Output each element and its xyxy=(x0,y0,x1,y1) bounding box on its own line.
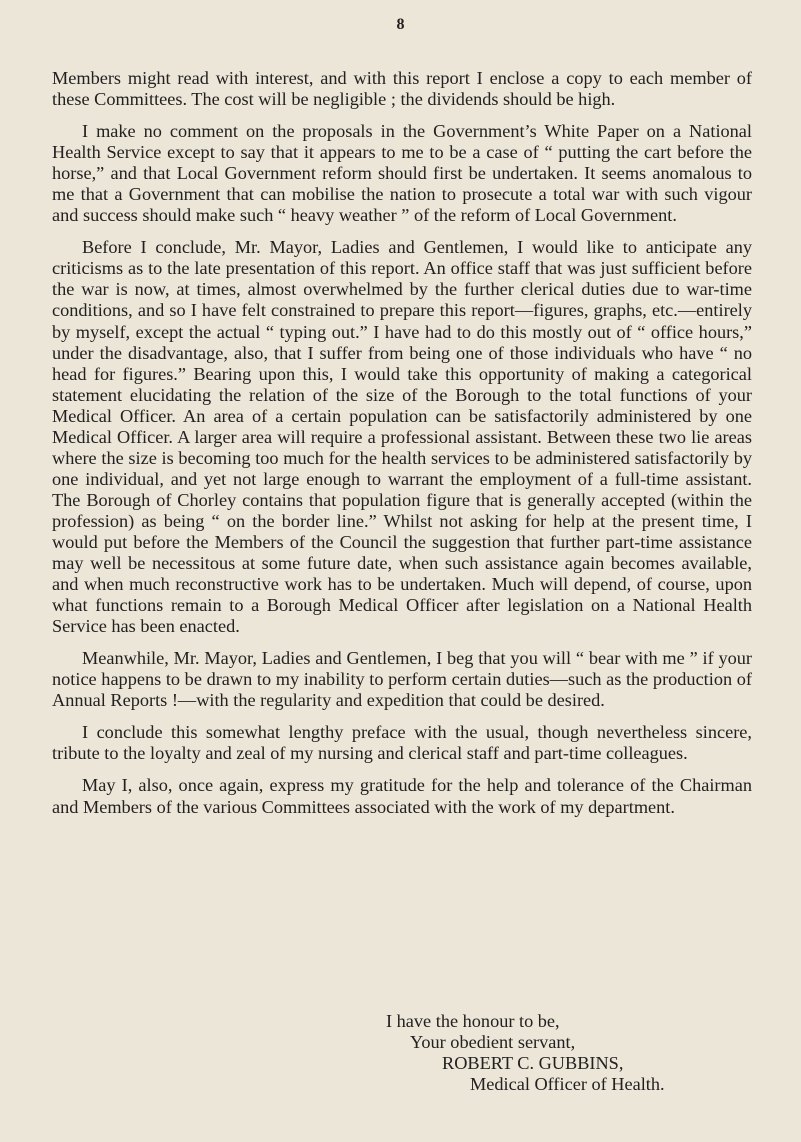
paragraph-late-presentation: Before I conclude, Mr. Mayor, Ladies and Gentlemen, I would like to anticipate any criticisms as to the late presentation of this report. An office staff that was just sufficient before the war is now, at times, almost overwhelmed by the further clerical duties due to war-time conditions, and so I have felt constrained to prepare this report—figures, graphs, etc.—entirely by myself, except the actual “ typing out.” I have had to do this mostly out of “ office hours,” under the disadvantage, also, that I suffer from being one of those individuals who have “ no head for figures.” Bearing upon this, I would take this opportunity of making a categorical statement elucidating the relation of the size of the Borough to the total functions of your Medical Officer. An area of a certain population can be satisfactorily administered by one Medical Officer. A larger area will require a professional assistant. Between these two lie areas where the size is becoming too much for the health services to be administered satisfactorily by one individual, and yet not large enough to warrant the employment of a full-time assistant. The Borough of Chorley contains that population figure that is generally accepted (within the profession) as being “ on the border line.” Whilst not asking for help at the present time, I would put before the Members of the Council the suggestion that further part-time assistance may well be necessitous at some future date, when such assistance again becomes available, and when much reconstructive work has to be undertaken. Much will depend, of course, upon what functions remain to a Borough Medical Officer after legislation on a National Health Service has been enacted. xyxy=(52,237,752,637)
paragraph-committees-copy: Members might read with interest, and with this report I enclose a copy to each member of these Committees. The cost will be negligible ; the dividends should be high. xyxy=(52,68,752,110)
paragraph-gratitude: May I, also, once again, express my gratitude for the help and tolerance of the Chairman and Members of the various Committees associated with the work of my department. xyxy=(52,775,752,817)
closing-servant-line: Your obedient servant, xyxy=(410,1032,576,1052)
letter-body xyxy=(52,68,752,829)
signatory-name: ROBERT C. GUBBINS, xyxy=(442,1053,624,1073)
paragraph-white-paper: I make no comment on the proposals in the Government’s White Paper on a National Health Service except to say that it appears to me to be a case of “ putting the cart before the horse,” and that Local Government reform should first be undertaken. It seems anomalous to me that a Government that can mobilise the nation to prosecute a total war with such vigour and success should make such “ heavy weather ” of the reform of Local Government. xyxy=(52,121,752,226)
paragraph-bear-with-me: Meanwhile, Mr. Mayor, Ladies and Gentlemen, I beg that you will “ bear with me ” if your notice happens to be drawn to my inability to perform certain duties—such as the production of Annual Reports !—with the regularity and expedition that could be desired. xyxy=(52,648,752,711)
signatory-title: Medical Officer of Health. xyxy=(470,1074,665,1094)
paragraph-tribute-staff: I conclude this somewhat lengthy preface with the usual, though nevertheless sincere, tribute to the loyalty and zeal of my nursing and clerical staff and part-time colleagues. xyxy=(52,722,752,764)
page-number: 8 xyxy=(396,16,405,33)
closing-honour-line: I have the honour to be, xyxy=(386,1011,560,1031)
